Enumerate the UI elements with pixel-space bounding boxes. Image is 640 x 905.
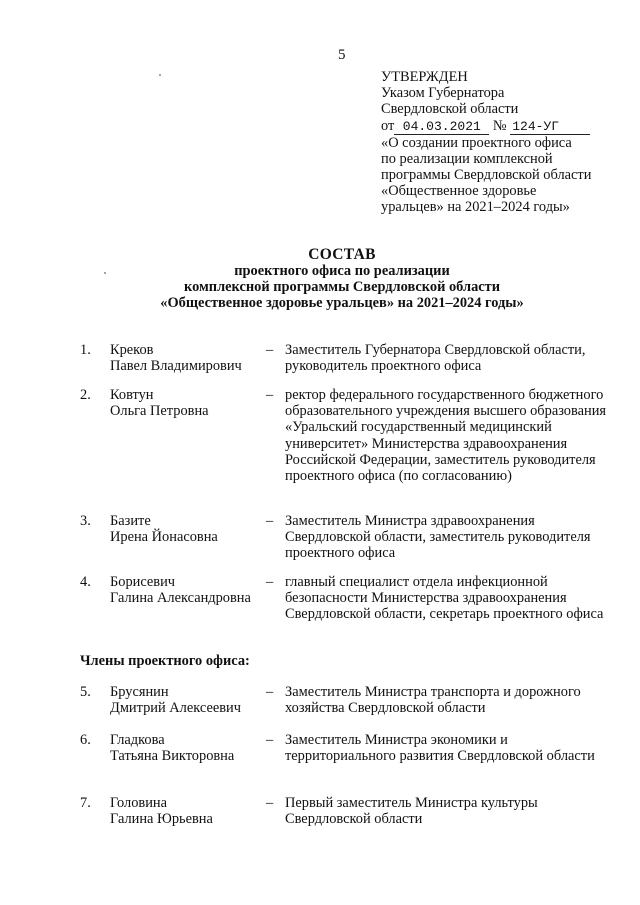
person-name xyxy=(110,574,270,606)
position: Первый заместитель Министра культуры Свердловской области xyxy=(285,795,538,828)
approval-date-line xyxy=(381,118,621,135)
given-names: Галина Юрьевна xyxy=(110,811,213,828)
surname: Ковтун xyxy=(110,387,154,403)
approval-title: УТВЕРЖДЕН xyxy=(381,69,468,85)
scan-speck xyxy=(104,272,106,274)
position: Заместитель Министра экономики и территориального развития Свердловской области xyxy=(285,732,595,765)
given-names: Павел Владимирович xyxy=(110,358,242,375)
scan-speck xyxy=(159,74,161,76)
item-number: 3. xyxy=(80,513,91,529)
surname: Борисевич xyxy=(110,574,176,590)
given-names: Ольга Петровна xyxy=(110,403,209,420)
dash: – xyxy=(266,732,274,748)
surname: Гладкова xyxy=(110,732,165,748)
given-names: Галина Александровна xyxy=(110,590,251,607)
surname: Головина xyxy=(110,795,168,811)
dash: – xyxy=(266,795,274,811)
approval-subject-4: «Общественное здоровье xyxy=(381,183,537,200)
approval-stamp xyxy=(381,69,621,216)
document-heading xyxy=(0,246,640,312)
surname: Брусянин xyxy=(110,684,169,700)
position: главный специалист отдела инфекционной безопасности Министерства здравоохранения Свердловской области, секретарь проектного офиса xyxy=(285,574,604,623)
members-heading: Члены проектного офиса: xyxy=(80,653,250,669)
position: Заместитель Министра транспорта и дорожного хозяйства Свердловской области xyxy=(285,684,581,717)
approval-subject-3: программы Свердловской области xyxy=(381,167,592,184)
dash: – xyxy=(266,684,274,700)
approval-line-1: Указом Губернатора xyxy=(381,85,505,102)
person-name xyxy=(110,513,270,545)
approval-line-2: Свердловской области xyxy=(381,101,519,118)
document-title: СОСТАВ xyxy=(308,246,376,263)
position: Заместитель Губернатора Свердловской области, руководитель проектного офиса xyxy=(285,342,586,375)
person-name xyxy=(110,387,270,419)
heading-line-2: комплексной программы Свердловской области xyxy=(183,279,501,296)
decree-date: 04.03.2021 xyxy=(394,120,489,135)
position: ректор федерального государственного бюджетного образовательного учреждения высшего образования «Уральский государственный медицинский университет» Министерства здравоохранения Российской Федерации, заместитель руководителя проектного офиса (по согласованию) xyxy=(285,387,607,485)
approval-subject-1: «О создании проектного офиса xyxy=(381,134,572,151)
surname: Базите xyxy=(110,513,151,529)
dash: – xyxy=(266,574,274,590)
given-names: Ирена Йонасовна xyxy=(110,529,218,546)
person-name xyxy=(110,732,270,764)
heading-line-3: «Общественное здоровье уральцев» на 2021–2024 годы» xyxy=(160,295,524,312)
number-prefix: № xyxy=(492,117,507,134)
dash: – xyxy=(266,342,274,358)
surname: Креков xyxy=(110,342,154,358)
approval-subject-2: по реализации комплексной xyxy=(381,150,553,167)
dash: – xyxy=(266,513,274,529)
item-number: 7. xyxy=(80,795,91,811)
heading-line-1: проектного офиса по реализации xyxy=(234,263,450,279)
given-names: Татьяна Викторовна xyxy=(110,748,235,765)
approval-subject-5: уральцев» на 2021–2024 годы» xyxy=(381,199,570,216)
person-name xyxy=(110,684,270,716)
given-names: Дмитрий Алексеевич xyxy=(110,700,241,717)
item-number: 2. xyxy=(80,387,91,403)
decree-number: 124-УГ xyxy=(510,120,590,135)
date-prefix: от xyxy=(381,117,395,134)
item-number: 4. xyxy=(80,574,91,590)
page-number: 5 xyxy=(338,47,346,63)
person-name xyxy=(110,795,270,827)
item-number: 5. xyxy=(80,684,91,700)
person-name xyxy=(110,342,270,374)
dash: – xyxy=(266,387,274,403)
item-number: 6. xyxy=(80,732,91,748)
item-number: 1. xyxy=(80,342,91,358)
position: Заместитель Министра здравоохранения Свердловской области, заместитель руководителя проектного офиса xyxy=(285,513,591,562)
